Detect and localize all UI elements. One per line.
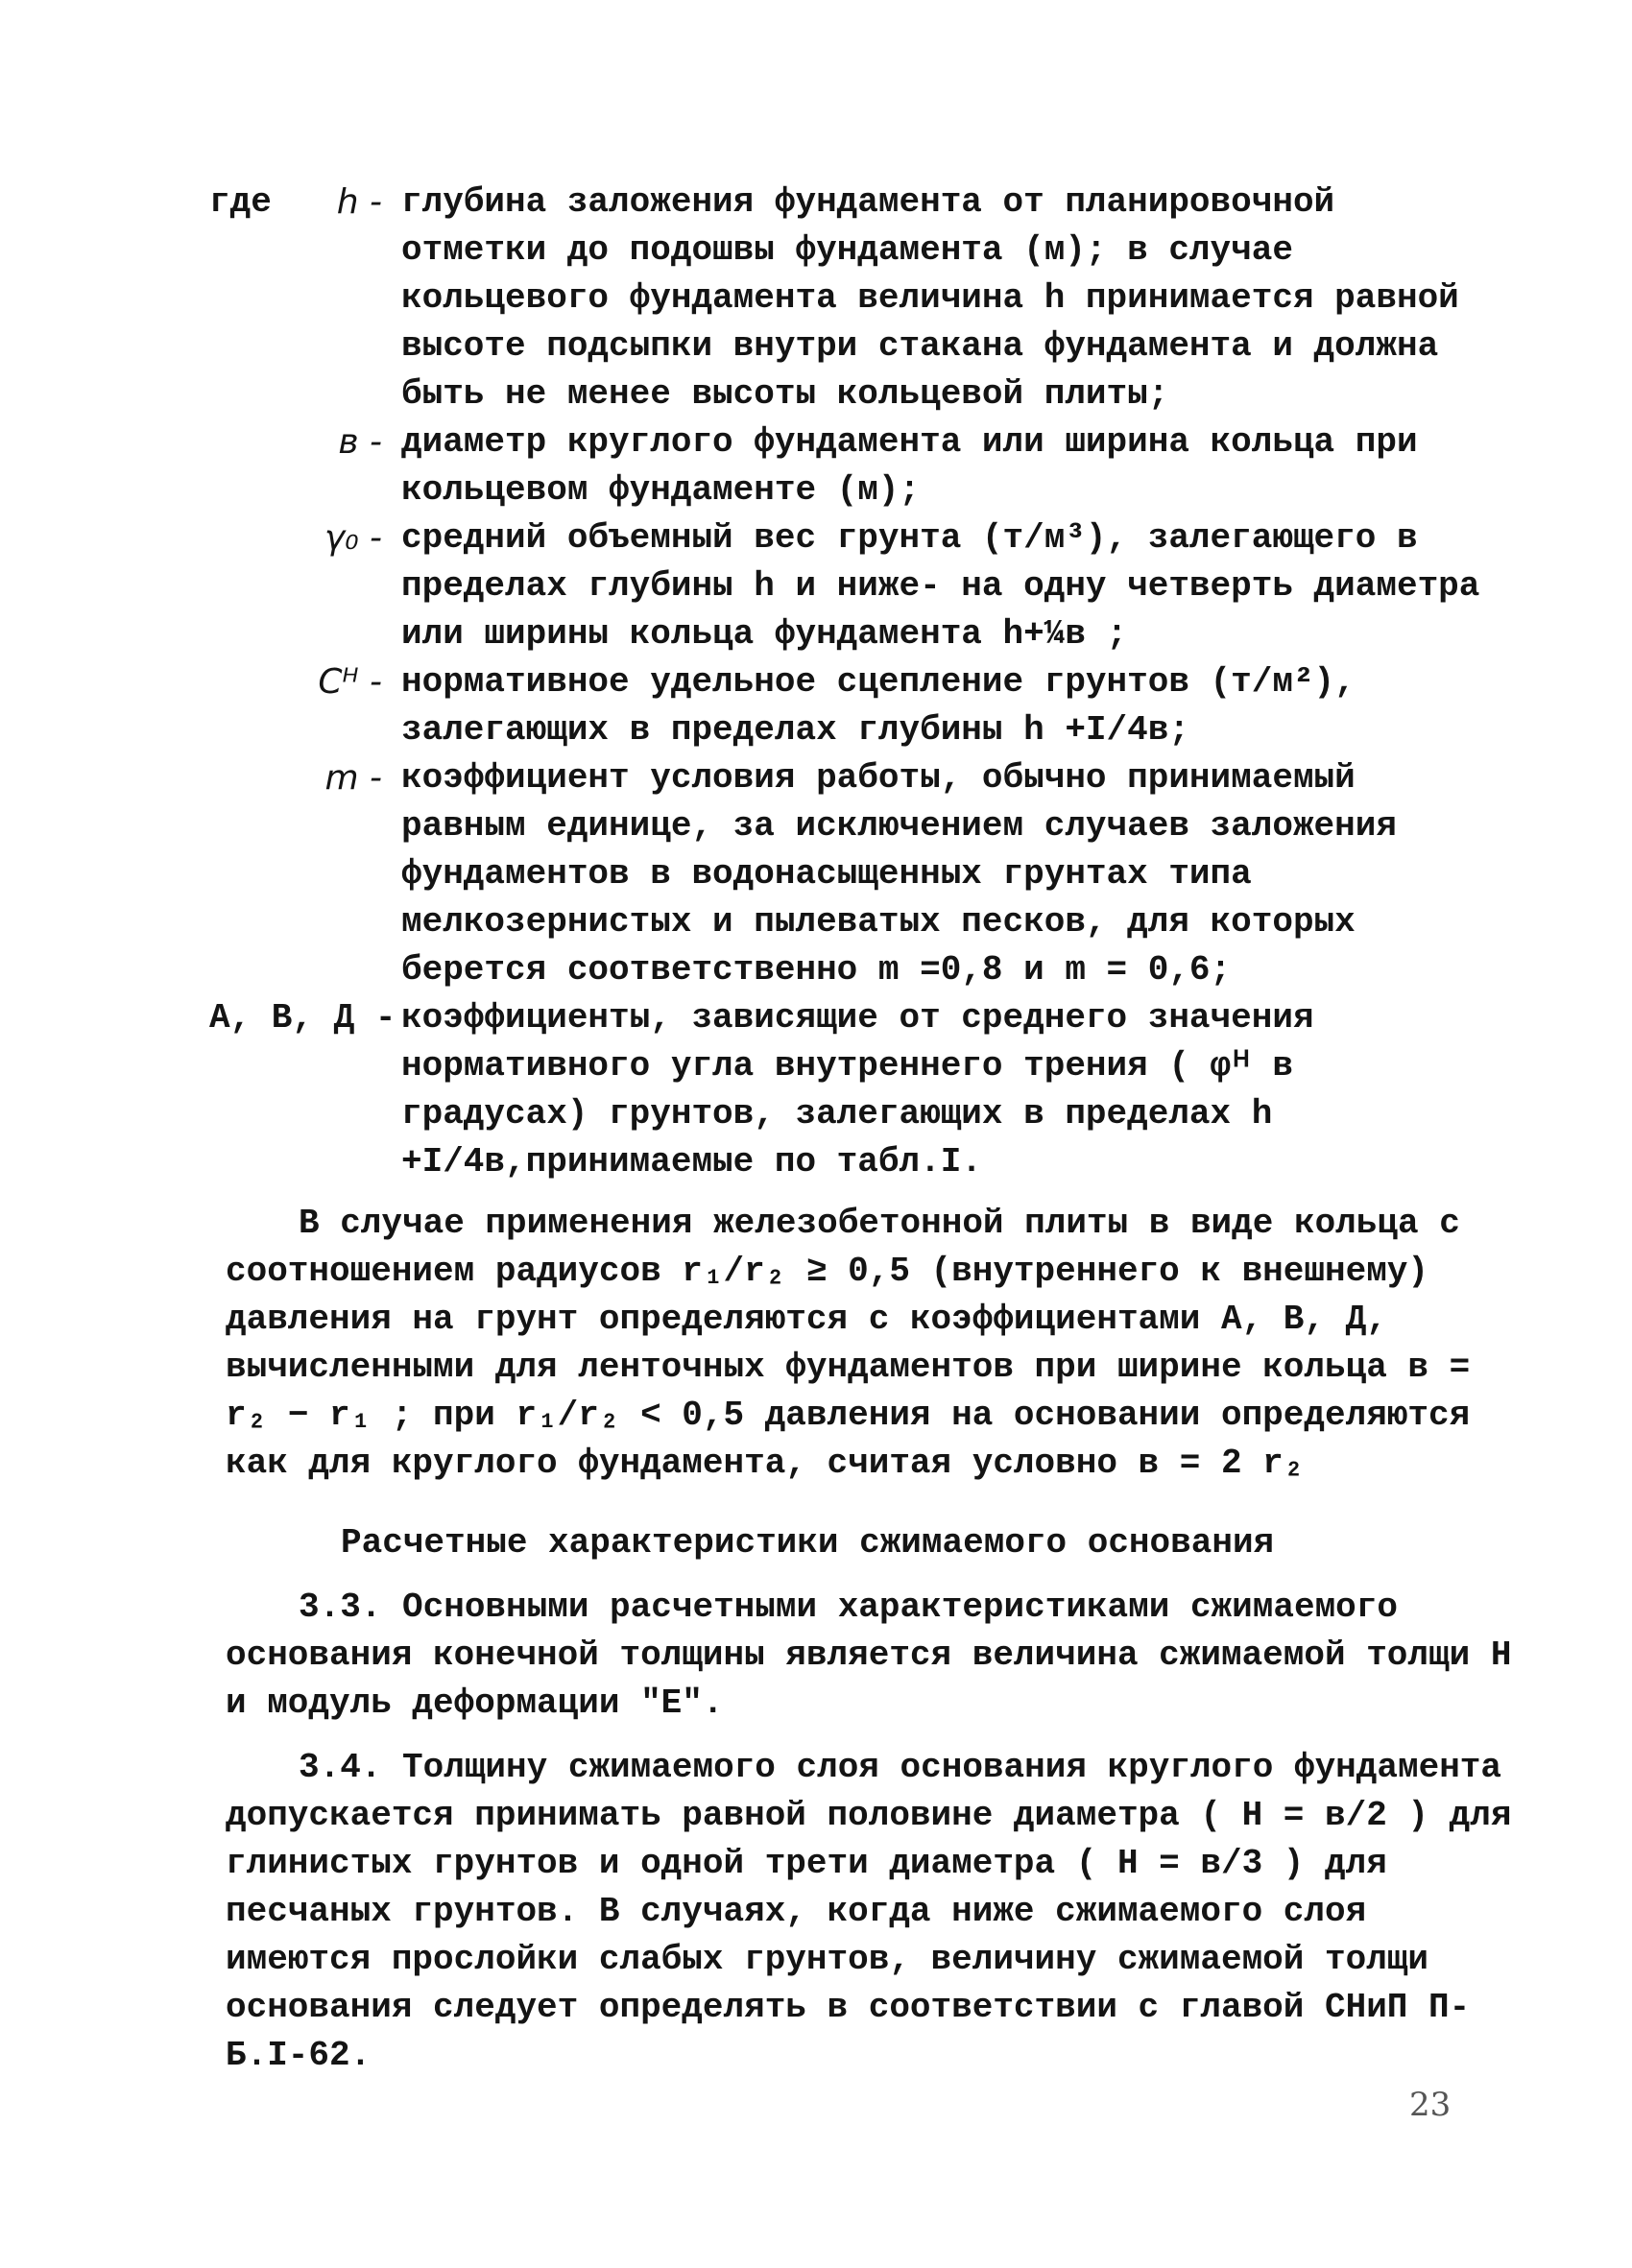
- definition-text: диаметр круглого фундамента или ширина кольца при кольцевом фундаменте (м);: [401, 422, 1418, 510]
- definition-prefix: где: [209, 182, 272, 222]
- definition-symbol: h -: [336, 182, 382, 222]
- ring-paragraph: В случае применения железобетонной плиты в виде кольца с соотношением радиусов r₁/r₂ ≥ 0,5 (внутреннего к внешнему) давления на грунт определяются с коэффициентами А, В, Д, вычисленными для ленточных фундаментов при ширине кольца в = r₂ − r₁ ; при r₁/r₂ < 0,5 давления на основании определяются как для круглого фундамента, считая условно в = 2 r₂: [226, 1204, 1471, 1483]
- definition-text: коэффициент условия работы, обычно принимаемый равным единице, за исключением случаев заложения фундаментов в водонасыщенных грунтах типа мелкозернистых и пылеватых песков, для которых берется соответственно m =0,8 и m = 0,6;: [401, 758, 1397, 990]
- paragraph-3-4-block: [226, 1744, 1512, 2080]
- definition-symbol: в -: [338, 422, 382, 462]
- definition-coefficients: [209, 994, 1496, 1186]
- definition-symbol: γ₀ -: [324, 518, 382, 558]
- paragraph-3-3-block: [226, 1584, 1512, 1728]
- section-heading: Расчетные характеристики сжимаемого основания: [341, 1523, 1275, 1563]
- definition-text: глубина заложения фундамента от планировочной отметки до подошвы фундамента (м); в случае кольцевого фундамента величина h принимается равной высоте подсыпки внутри стакана фундамента и должна быть не менее высоты кольцевой плиты;: [401, 182, 1459, 414]
- definition-c: [209, 658, 1496, 754]
- definition-text: средний объемный вес грунта (т/м³), залегающего в пределах глубины h и ниже- на одну четверть диаметра или ширины кольца фундамента h+¼в ;: [401, 518, 1480, 654]
- definition-symbol: А, В, Д -: [209, 998, 396, 1038]
- ring-paragraph-block: [226, 1200, 1512, 1488]
- paragraph-3-3: 3.3. Основными расчетными характеристиками сжимаемого основания конечной толщины является величина сжимаемой толщи Н и модуль деформации "Е".: [226, 1588, 1512, 1723]
- definitions-list: [209, 179, 1496, 1186]
- definition-symbol: Cᴴ -: [318, 662, 382, 702]
- page-number: 23: [1409, 2086, 1452, 2124]
- definition-b: [209, 418, 1496, 514]
- paragraph-3-4: 3.4. Толщину сжимаемого слоя основания круглого фундамента допускается принимать равной половине диаметра ( H = в/2 ) для глинистых грунтов и одной трети диаметра ( H = в/3 ) для песчаных грунтов. В случаях, когда ниже сжимаемого слоя имеются прослойки слабых грунтов, величину сжимаемой толщи основания следует определять в соответствии с главой СНиП П-Б.I-62.: [226, 1748, 1512, 2075]
- definition-h: [209, 179, 1496, 418]
- definition-m: [209, 754, 1496, 994]
- definition-gamma: [209, 514, 1496, 658]
- definition-text: нормативное удельное сцепление грунтов (т/м²), залегающих в пределах глубины h +I/4в;: [401, 662, 1356, 750]
- definition-text: коэффициенты, зависящие от среднего значения нормативного угла внутреннего трения ( φᴴ в градусах) грунтов, залегающих в пределах h +I/4в,принимаемые по табл.I.: [401, 998, 1314, 1182]
- definition-symbol: m -: [324, 758, 382, 798]
